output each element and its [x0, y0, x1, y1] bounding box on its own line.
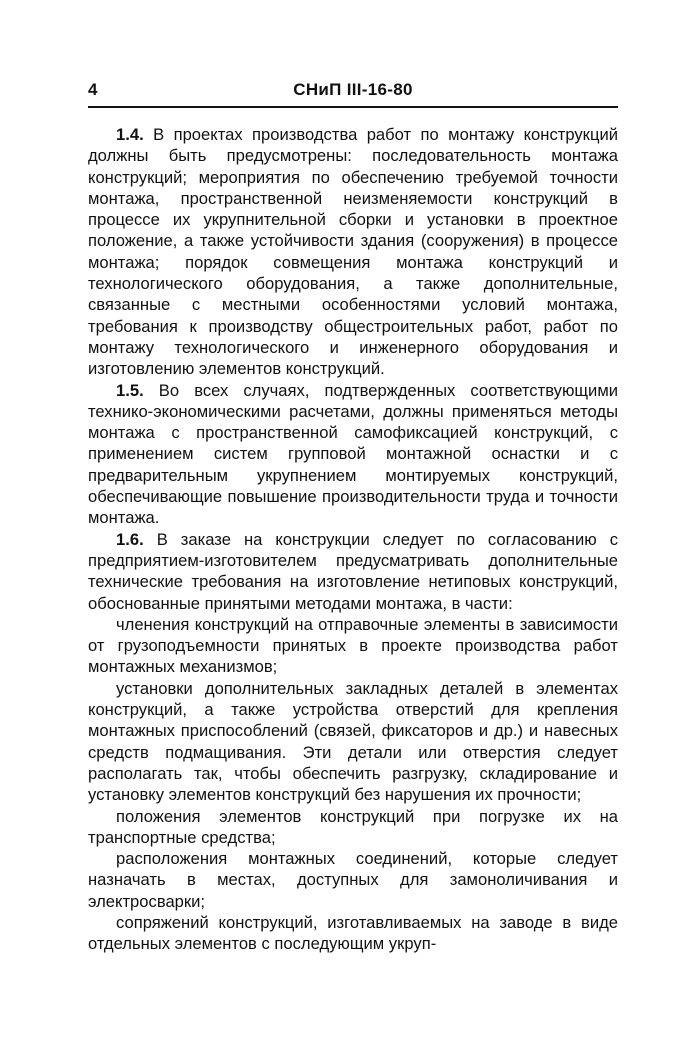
clause-number: 1.4.: [116, 125, 144, 144]
clause-1-4: [88, 124, 618, 380]
list-item-dividing: [88, 614, 618, 678]
list-item-text: членения конструкций на отправочные элементы в зависимости от грузоподъемности принятых в проекте производства работ монтажных механизмов;: [88, 614, 618, 677]
clause-number: 1.5.: [116, 380, 144, 400]
list-item-text: расположения монтажных соединений, которые следует назначать в местах, доступных для замоноличивания и электросварки;: [88, 849, 618, 911]
list-item-text: установки дополнительных закладных деталей в элементах конструкций, а также устройства отверстий для крепления монтажных приспособлений (связей, фиксаторов и др.) и навесных средств подмащивания. Эти детали или отверстия следует располагать так, чтобы обеспечить разгрузку, складирование и установку элементов конструкций без нарушения их прочности;: [88, 678, 618, 805]
list-item-text: положения элементов конструкций при погрузке их на транспортные средства;: [88, 806, 618, 847]
clause-text: В проектах производства работ по монтажу конструкций должны быть предусмотрены: последовательность монтажа конструкций; мероприятия по обеспечению требуемой точности монтажа, пространственной неизменяемости конструкций в процессе их укрупнительной сборки и установки в проектное положение, а также устойчивости здания (сооружения) в процессе монтажа; порядок совмещения монтажа конструкций и технологического оборудования, а также дополнительные, связанные с местными особенностями условий монтажа, требования к производству общестроительных работ, работ по монтажу технологического и инженерного оборудования и изготовлению элементов конструкций.: [88, 125, 618, 379]
document-page: [88, 78, 618, 955]
page-number: 4: [88, 80, 98, 99]
clause-number: 1.6.: [116, 529, 144, 549]
list-item-embedded-parts: [88, 678, 618, 806]
page-header: [88, 78, 618, 106]
body-text: [88, 124, 618, 955]
clause-text: Во всех случаях, подтвержденных соответствующими технико-экономическими расчетами, должны применяться методы монтажа с пространственной самофиксацией конструкций, с применением систем групповой монтажной оснастки и с предварительным укрупнением монтируемых конструкций, обеспечивающие повышение производительности труда и точности монтажа.: [88, 380, 618, 528]
clause-1-5: [88, 380, 618, 529]
clause-1-6: [88, 529, 618, 614]
clause-text: В заказе на конструкции следует по согласованию с предприятием-изготовителем предусматривать дополнительные технические требования на изготовление нетиповых конструкций, обоснованные принятыми методами монтажа, в части:: [88, 529, 618, 613]
list-item-text: сопряжений конструкций, изготавливаемых на заводе в виде отдельных элементов с последующим укруп-: [88, 912, 618, 954]
running-head: СНиП III-16-80: [293, 80, 413, 99]
header-rule: [88, 106, 618, 108]
list-item-connections: [88, 912, 618, 955]
list-item-joints-location: [88, 848, 618, 912]
list-item-loading-position: [88, 806, 618, 849]
